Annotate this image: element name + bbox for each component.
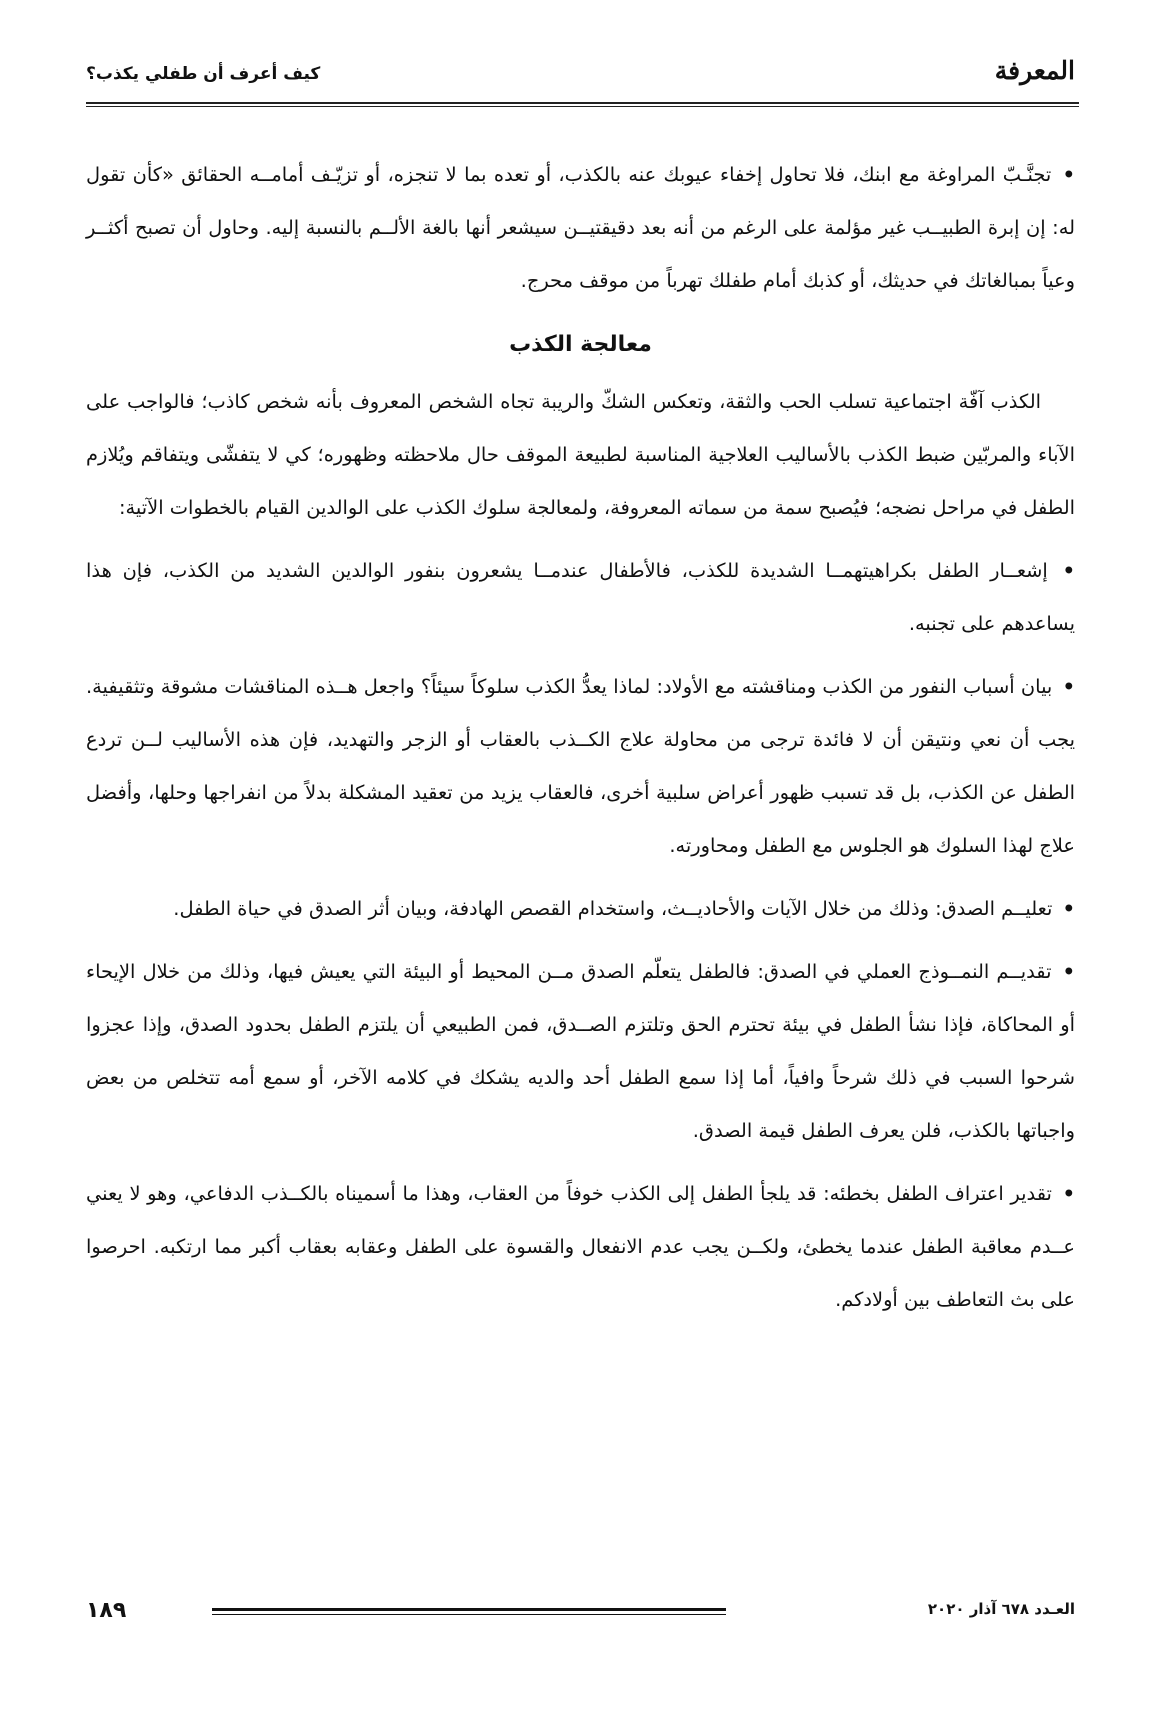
- bullet-icon: •: [1062, 675, 1075, 698]
- list-item: [86, 660, 1075, 872]
- list-item-text: تعليــم الصدق: وذلك من خلال الآيات والأحاديــث، واستخدام القصص الهادفة، وبيان أثر الصدق في حياة الطفل.: [173, 897, 1053, 920]
- header-divider-thin: [86, 106, 1079, 107]
- bullet-icon: •: [1062, 897, 1075, 920]
- list-item: [86, 544, 1075, 650]
- list-item: [86, 1167, 1075, 1326]
- list-item: [86, 882, 1075, 935]
- bullet-icon: •: [1062, 163, 1075, 186]
- list-item-text: تقديــم النمــوذج العملي في الصدق: فالطفل يتعلّم الصدق مــن المحيط أو البيئة التي يعيش فيها، وذلك من خلال الإيحاء أو المحاكاة، فإذا نشأ الطفل في بيئة تحترم الحق وتلتزم الصــدق، فمن الطبيعي أن يلتزم الطفل بحدود الصدق، وإذا عجزوا شرحوا السبب في ذلك شرحاً وافياً، أما إذا سمع الطفل أحد والديه يشكك في كلامه الآخر، أو سمع أمه تتخلص من بعض واجباتها بالكذب، فلن يعرف الطفل قيمة الصدق.: [86, 960, 1075, 1142]
- page-footer: [86, 1598, 1075, 1628]
- section-heading: معالجة الكذب: [509, 332, 652, 357]
- paragraph-avoid-evasion: [86, 148, 1075, 307]
- header-divider: [86, 102, 1079, 104]
- bullet-icon: •: [1062, 559, 1075, 582]
- running-title: كيف أعرف أن طفلي يكذب؟: [86, 64, 321, 84]
- page-number: ١٨٩: [86, 1598, 127, 1623]
- list-item-text: تقدير اعتراف الطفل بخطئه: قد يلجأ الطفل إلى الكذب خوفاً من العقاب، وهذا ما أسميناه بالكــذب الدفاعي، وهو لا يعني عــدم معاقبة الطفل عندما يخطئ، ولكــن يجب عدم الانفعال والقسوة على الطفل وعقابه بعقاب أكبر مما ارتكبه. احرصوا على بث التعاطف بين أولادكم.: [86, 1182, 1075, 1311]
- list-item-text: إشعــار الطفل بكراهيتهمــا الشديدة للكذب، فالأطفال عندمــا يشعرون بنفور الوالدين الشديد من الكذب، فإن هذا يساعدهم على تجنبه.: [86, 559, 1075, 635]
- bullet-icon: •: [1062, 1182, 1075, 1205]
- list-item-text: بيان أسباب النفور من الكذب ومناقشته مع الأولاد: لماذا يعدُّ الكذب سلوكاً سيئاً؟ واجعل هــذه المناقشات مشوقة وتثقيفية. يجب أن نعي ونتيقن أن لا فائدة ترجى من محاولة علاج الكــذب بالعقاب أو الزجر والتهديد، فإن هذه الأساليب لــن تردع الطفل عن الكذب، بل قد تسبب ظهور أعراض سلبية أخرى، فالعقاب يزيد من تعقيد المشكلة بدلاً من انفراجها وحلها، وأفضل علاج لهذا السلوك هو الجلوس مع الطفل ومحاورته.: [86, 675, 1075, 857]
- intro-paragraph: الكذب آفّة اجتماعية تسلب الحب والثقة، وتعكس الشكّ والريبة تجاه الشخص المعروف بأنه شخص كاذب؛ فالواجب على الآباء والمربّين ضبط الكذب بالأساليب العلاجية المناسبة لطبيعة الموقف حال ملاحظته وظهوره؛ كي لا يتفشّى ويتفاقم ويُلازم الطفل في مراحل نضجه؛ فيُصبح سمة من سماته المعروفة، ولمعالجة سلوك الكذب على الوالدين القيام بالخطوات الآتية:: [86, 390, 1075, 519]
- footer-divider: [212, 1608, 726, 1615]
- list-item: [86, 945, 1075, 1157]
- paragraph-text: تجنَّـبّ المراوغة مع ابنك، فلا تحاول إخفاء عيوبك عنه بالكذب، أو تعده بما لا تنجزه، أو تزيّـف أمامــه الحقائق «كأن تقول له: إن إبرة الطبيــب غير مؤلمة على الرغم من أنه بعد دقيقتيــن سيشعر أنها بالغة الألــم بالنسبة إليه. وحاول أن تصبح أكثــر وعياً بمبالغاتك في حديثك، أو كذبك أمام طفلك تهرباً من موقف محرج.: [86, 163, 1075, 292]
- article-body: [86, 148, 1075, 1336]
- page-header: [86, 44, 1075, 84]
- bullet-icon: •: [1062, 960, 1076, 983]
- issue-info: العـدد ٦٧٨ آذار ٢٠٢٠: [927, 1600, 1075, 1618]
- magazine-logo: المعرفة: [994, 56, 1075, 85]
